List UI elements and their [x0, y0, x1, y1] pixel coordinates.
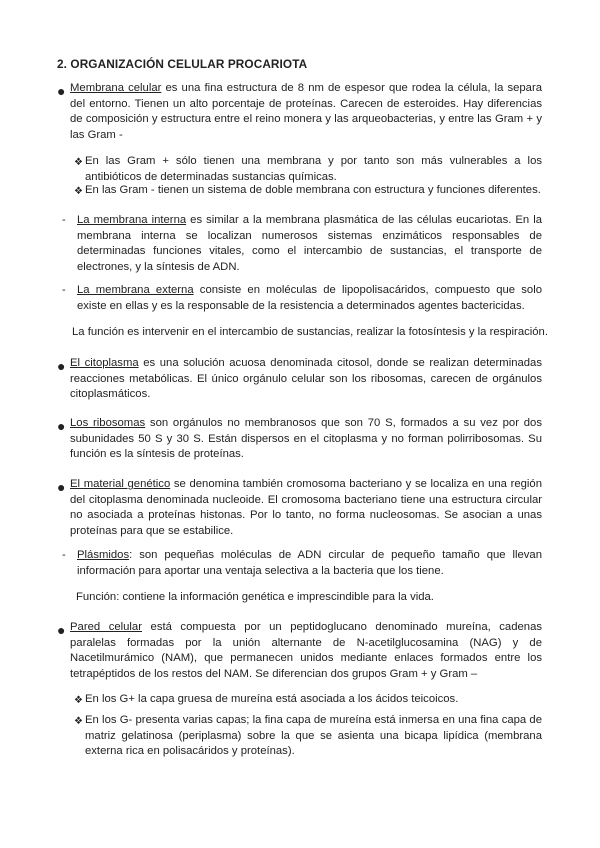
- plasmidos-text: : son pequeñas moléculas de ADN circular de pequeño tamaño que llevan información para aportar una ventaja selectiva a la bacteria que los tiene.: [77, 549, 542, 577]
- dash-marker: -: [62, 284, 66, 296]
- membrana-function-note: La función es intervenir en el intercambio de sustancias, realizar la fotosíntesis y la respiración.: [72, 326, 548, 338]
- paragraph-membrana-externa: [77, 283, 542, 314]
- section-heading: 2. ORGANIZACIÓN CELULAR PROCARIOTA: [57, 57, 308, 71]
- term-membrana-interna: La membrana interna: [77, 214, 187, 226]
- paragraph-material-genetico: [70, 477, 542, 539]
- gram-negative-wall-note: En los G- presenta varias capas; la fina capa de mureína está inmersa en una fina capa de matriz gelatinosa (periplasma) sobre la que se asienta una bicapa lipídica (membrana externa rica en polisacáridos y proteínas).: [85, 714, 542, 758]
- term-pared-celular: Pared celular: [70, 621, 142, 633]
- term-ribosomas: Los ribosomas: [70, 417, 146, 429]
- diamond-bullet-icon: ❖: [74, 716, 83, 727]
- paragraph-citoplasma: [70, 356, 542, 403]
- term-membrana-externa: La membrana externa: [77, 284, 194, 296]
- material-genetico-text: se denomina también cromosoma bacteriano y se localiza en una región del citoplasma denominada nucleoide. El cromosoma bacteriano tiene una estructura circular no asociada a proteínas histonas. Por lo tanto, no forma nucleosomas. Se asocian a unas proteínas para que se estabilice.: [70, 478, 542, 537]
- ribosomas-text: son orgánulos no membranosos que son 70 S, formados a su vez por dos subunidades 50 S y 30 S. Están dispersos en el citoplasma y no forman polirribosomas. Su función es la síntesis de proteínas.: [70, 417, 542, 461]
- diamond-bullet-icon: ❖: [74, 157, 83, 168]
- membrana-celular-text: es una fina estructura de 8 nm de espesor que rodea la célula, la separa del entorno. Tienen un alto porcentaje de proteínas. Carecen de esteroides. Hay diferencias de composición y estructura entre el reino monera y las arqueobacterias, y entre las Gram + y las Gram -: [70, 82, 543, 141]
- citoplasma-text: es una solución acuosa denominada citosol, donde se realizan determinadas reacciones metabólicas. El único orgánulo celular son los ribosomas, carecen de orgánulos citoplasmáticos.: [70, 357, 542, 401]
- term-material-genetico: El material genético: [70, 478, 171, 490]
- diamond-bullet-icon: ❖: [74, 186, 83, 197]
- bullet-icon: ●: [57, 418, 66, 434]
- bullet-icon: ●: [57, 83, 66, 99]
- gram-negative-membrane-note: En las Gram - tienen un sistema de doble membrana con estructura y funciones diferentes.: [85, 184, 541, 196]
- membrana-externa-text: consiste en moléculas de lipopolisacáridos, compuesto que solo existe en ellas y es la responsable de la resistencia a determinados agentes bactericidas.: [77, 284, 542, 312]
- dash-marker: -: [62, 549, 66, 561]
- bullet-icon: ●: [57, 622, 66, 638]
- membrana-interna-text: es similar a la membrana plasmática de las células eucariotas. En la membrana interna se localizan numerosos sistemas enzimáticos responsables de determinadas funciones vitales, como el intercambio de sustancias, el transporte de electrones, y la síntesis de ADN.: [77, 214, 542, 273]
- bullet-icon: ●: [57, 358, 66, 374]
- paragraph-membrana-interna: [77, 213, 542, 275]
- diamond-bullet-icon: ❖: [74, 695, 83, 706]
- pared-celular-text: está compuesta por un peptidoglucano denominado mureína, cadenas paralelas formadas por la unión alternante de N-acetilglucosamina (NAG) y de Nacetilmurámico (NAM), que permanecen unidos mediante enlaces formados entre los tetrapéptidos de los restos del NAM. Se diferencian dos grupos Gram + y Gram –: [70, 621, 542, 680]
- dash-marker: -: [62, 214, 66, 226]
- term-plasmidos: Plásmidos: [77, 549, 130, 561]
- term-membrana-celular: Membrana celular: [70, 82, 162, 94]
- paragraph-plasmidos: [77, 548, 542, 579]
- term-citoplasma: El citoplasma: [70, 357, 139, 369]
- paragraph-pared-celular: [70, 620, 542, 682]
- paragraph-ribosomas: [70, 416, 542, 463]
- gram-positive-membrane-note: En las Gram + sólo tienen una membrana y por tanto son más vulnerables a los antibióticos de determinadas sustancias químicas.: [85, 155, 542, 183]
- genetico-function-note: Función: contiene la información genética e imprescindible para la vida.: [76, 591, 434, 603]
- bullet-icon: ●: [57, 479, 66, 495]
- gram-positive-wall-note: En los G+ la capa gruesa de mureína está asociada a los ácidos teicoicos.: [85, 693, 459, 705]
- paragraph-membrana-celular: [70, 81, 542, 143]
